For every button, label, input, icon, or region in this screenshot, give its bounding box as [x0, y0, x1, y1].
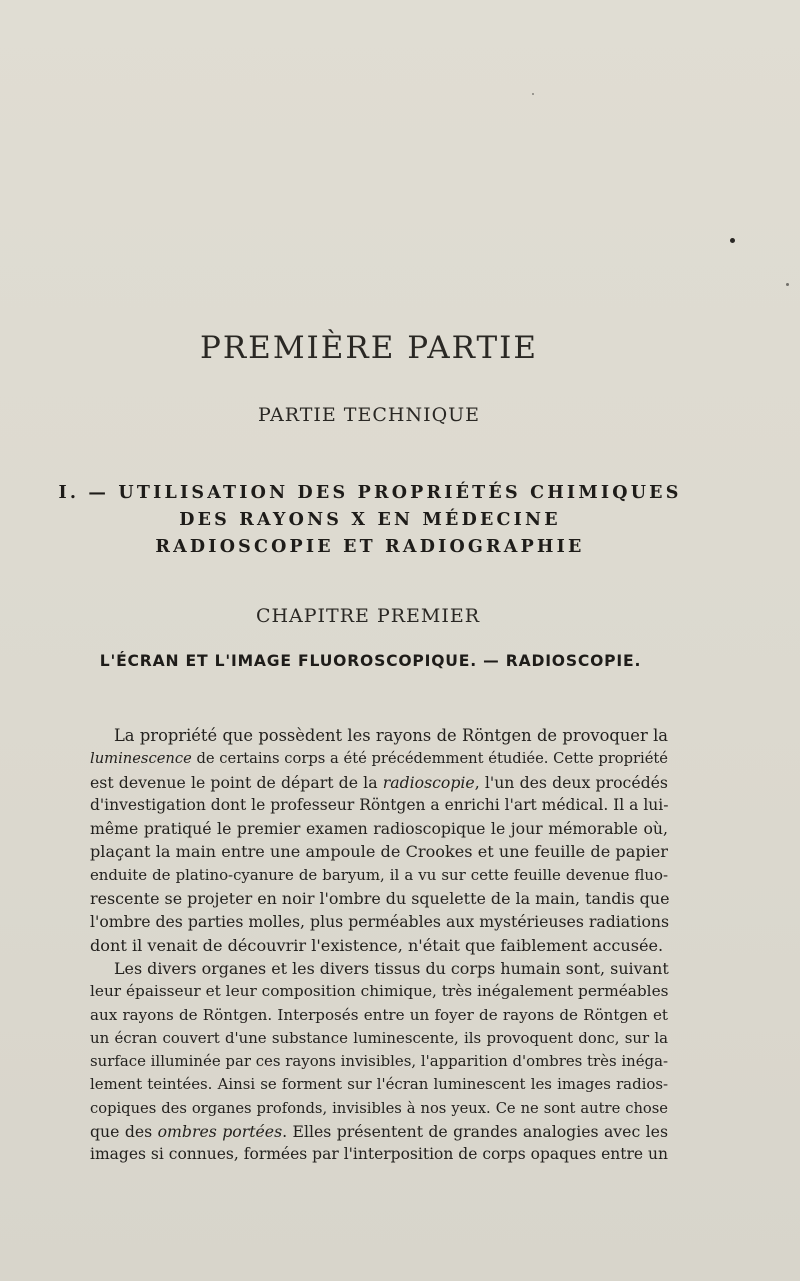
italic-term: radioscopie: [382, 772, 475, 792]
body-text-span: l'ombre des parties molles, plus perméables aux mystérieuses radiations: [90, 912, 670, 932]
body-text-span: dont il venait de découvrir l'existence, n'était que faiblement accusée.: [90, 935, 664, 955]
section-heading-line: I. — UTILISATION DES PROPRIÉTÉS CHIMIQUES: [58, 483, 682, 503]
chapter-title: CHAPITRE PREMIER: [255, 605, 481, 627]
body-line: [90, 1120, 668, 1143]
ink-speck: [730, 238, 735, 243]
chapter-subtitle: L'ÉCRAN ET L'IMAGE FLUOROSCOPIQUE. — RADIOSCOPIE.: [99, 652, 642, 670]
body-line: [90, 1050, 668, 1073]
body-line: [90, 1073, 668, 1096]
body-text-span: Les divers organes et les divers tissus du corps humain sont, suivant: [114, 958, 669, 978]
italic-term: luminescence: [90, 750, 192, 768]
body-text-span: un écran couvert d'une substance luminescente, ils provoquent donc, sur la: [90, 1028, 668, 1047]
body-line: [90, 1004, 668, 1027]
body-line: [90, 864, 668, 887]
body-text-span: lement teintées. Ainsi se forment sur l'écran luminescent les images radios-: [90, 1075, 668, 1094]
body-text-span: aux rayons de Röntgen. Interposés entre un foyer de rayons de Röntgen et: [90, 1005, 668, 1024]
body-text-span: de certains corps a été précédemment étudiée. Cette propriété: [191, 750, 668, 768]
body-text-span: est devenue le point de départ de la: [90, 772, 383, 792]
body-text-span: La propriété que possèdent les rayons de Röntgen de provoquer la: [114, 726, 668, 745]
body-text-span: , l'un des deux procédés: [474, 772, 668, 792]
part-subtitle: PARTIE TECHNIQUE: [257, 404, 481, 426]
body-line: [90, 794, 668, 817]
section-heading: [0, 480, 740, 561]
body-line: [90, 1143, 668, 1166]
part-title: PREMIÈRE PARTIE: [199, 330, 539, 366]
body-line: [90, 1027, 668, 1050]
body-text-span: rescente se projeter en noir l'ombre du squelette de la main, tandis que: [90, 889, 670, 909]
ink-speck: [532, 93, 534, 95]
body-text-span: que des: [90, 1122, 158, 1142]
body-text-span: leur épaisseur et leur composition chimique, très inégalement perméables: [90, 982, 669, 1001]
body-line: [90, 724, 668, 747]
italic-term: ombres portées: [157, 1122, 283, 1142]
body-line: [90, 747, 668, 770]
body-line: [90, 934, 668, 957]
body-text-span: d'investigation dont le professeur Röntgen a enrichi l'art médical. Il a lui-: [90, 795, 669, 814]
body-text-span: même pratiqué le premier examen radioscopique le jour mémorable où,: [90, 819, 668, 839]
body-text-span: images si connues, formées par l'interposition de corps opaques entre un: [90, 1145, 668, 1164]
body-line: [90, 910, 668, 933]
body-text-span: surface illuminée par ces rayons invisibles, l'apparition d'ombres très inéga-: [90, 1052, 668, 1071]
body-text: [90, 724, 668, 1167]
ink-speck: [786, 283, 789, 286]
body-text-span: enduite de platino-cyanure de baryum, il a vu sur cette feuille devenue fluo-: [90, 865, 668, 884]
body-text-span: . Elles présentent de grandes analogies avec les: [282, 1122, 668, 1142]
body-line: [90, 817, 668, 840]
body-line: [90, 840, 668, 863]
body-text-span: plaçant la main entre une ampoule de Crookes et une feuille de papier: [90, 842, 668, 862]
body-line: [90, 771, 668, 794]
body-text-span: copiques des organes profonds, invisibles à nos yeux. Ce ne sont autre chose: [90, 1099, 668, 1117]
body-line: [90, 887, 668, 910]
section-heading-line: RADIOSCOPIE ET RADIOGRAPHIE: [155, 537, 585, 557]
section-heading-line: DES RAYONS X EN MÉDECINE: [179, 510, 561, 530]
body-line: [90, 1097, 668, 1120]
body-line: [90, 957, 668, 980]
body-line: [90, 980, 668, 1003]
